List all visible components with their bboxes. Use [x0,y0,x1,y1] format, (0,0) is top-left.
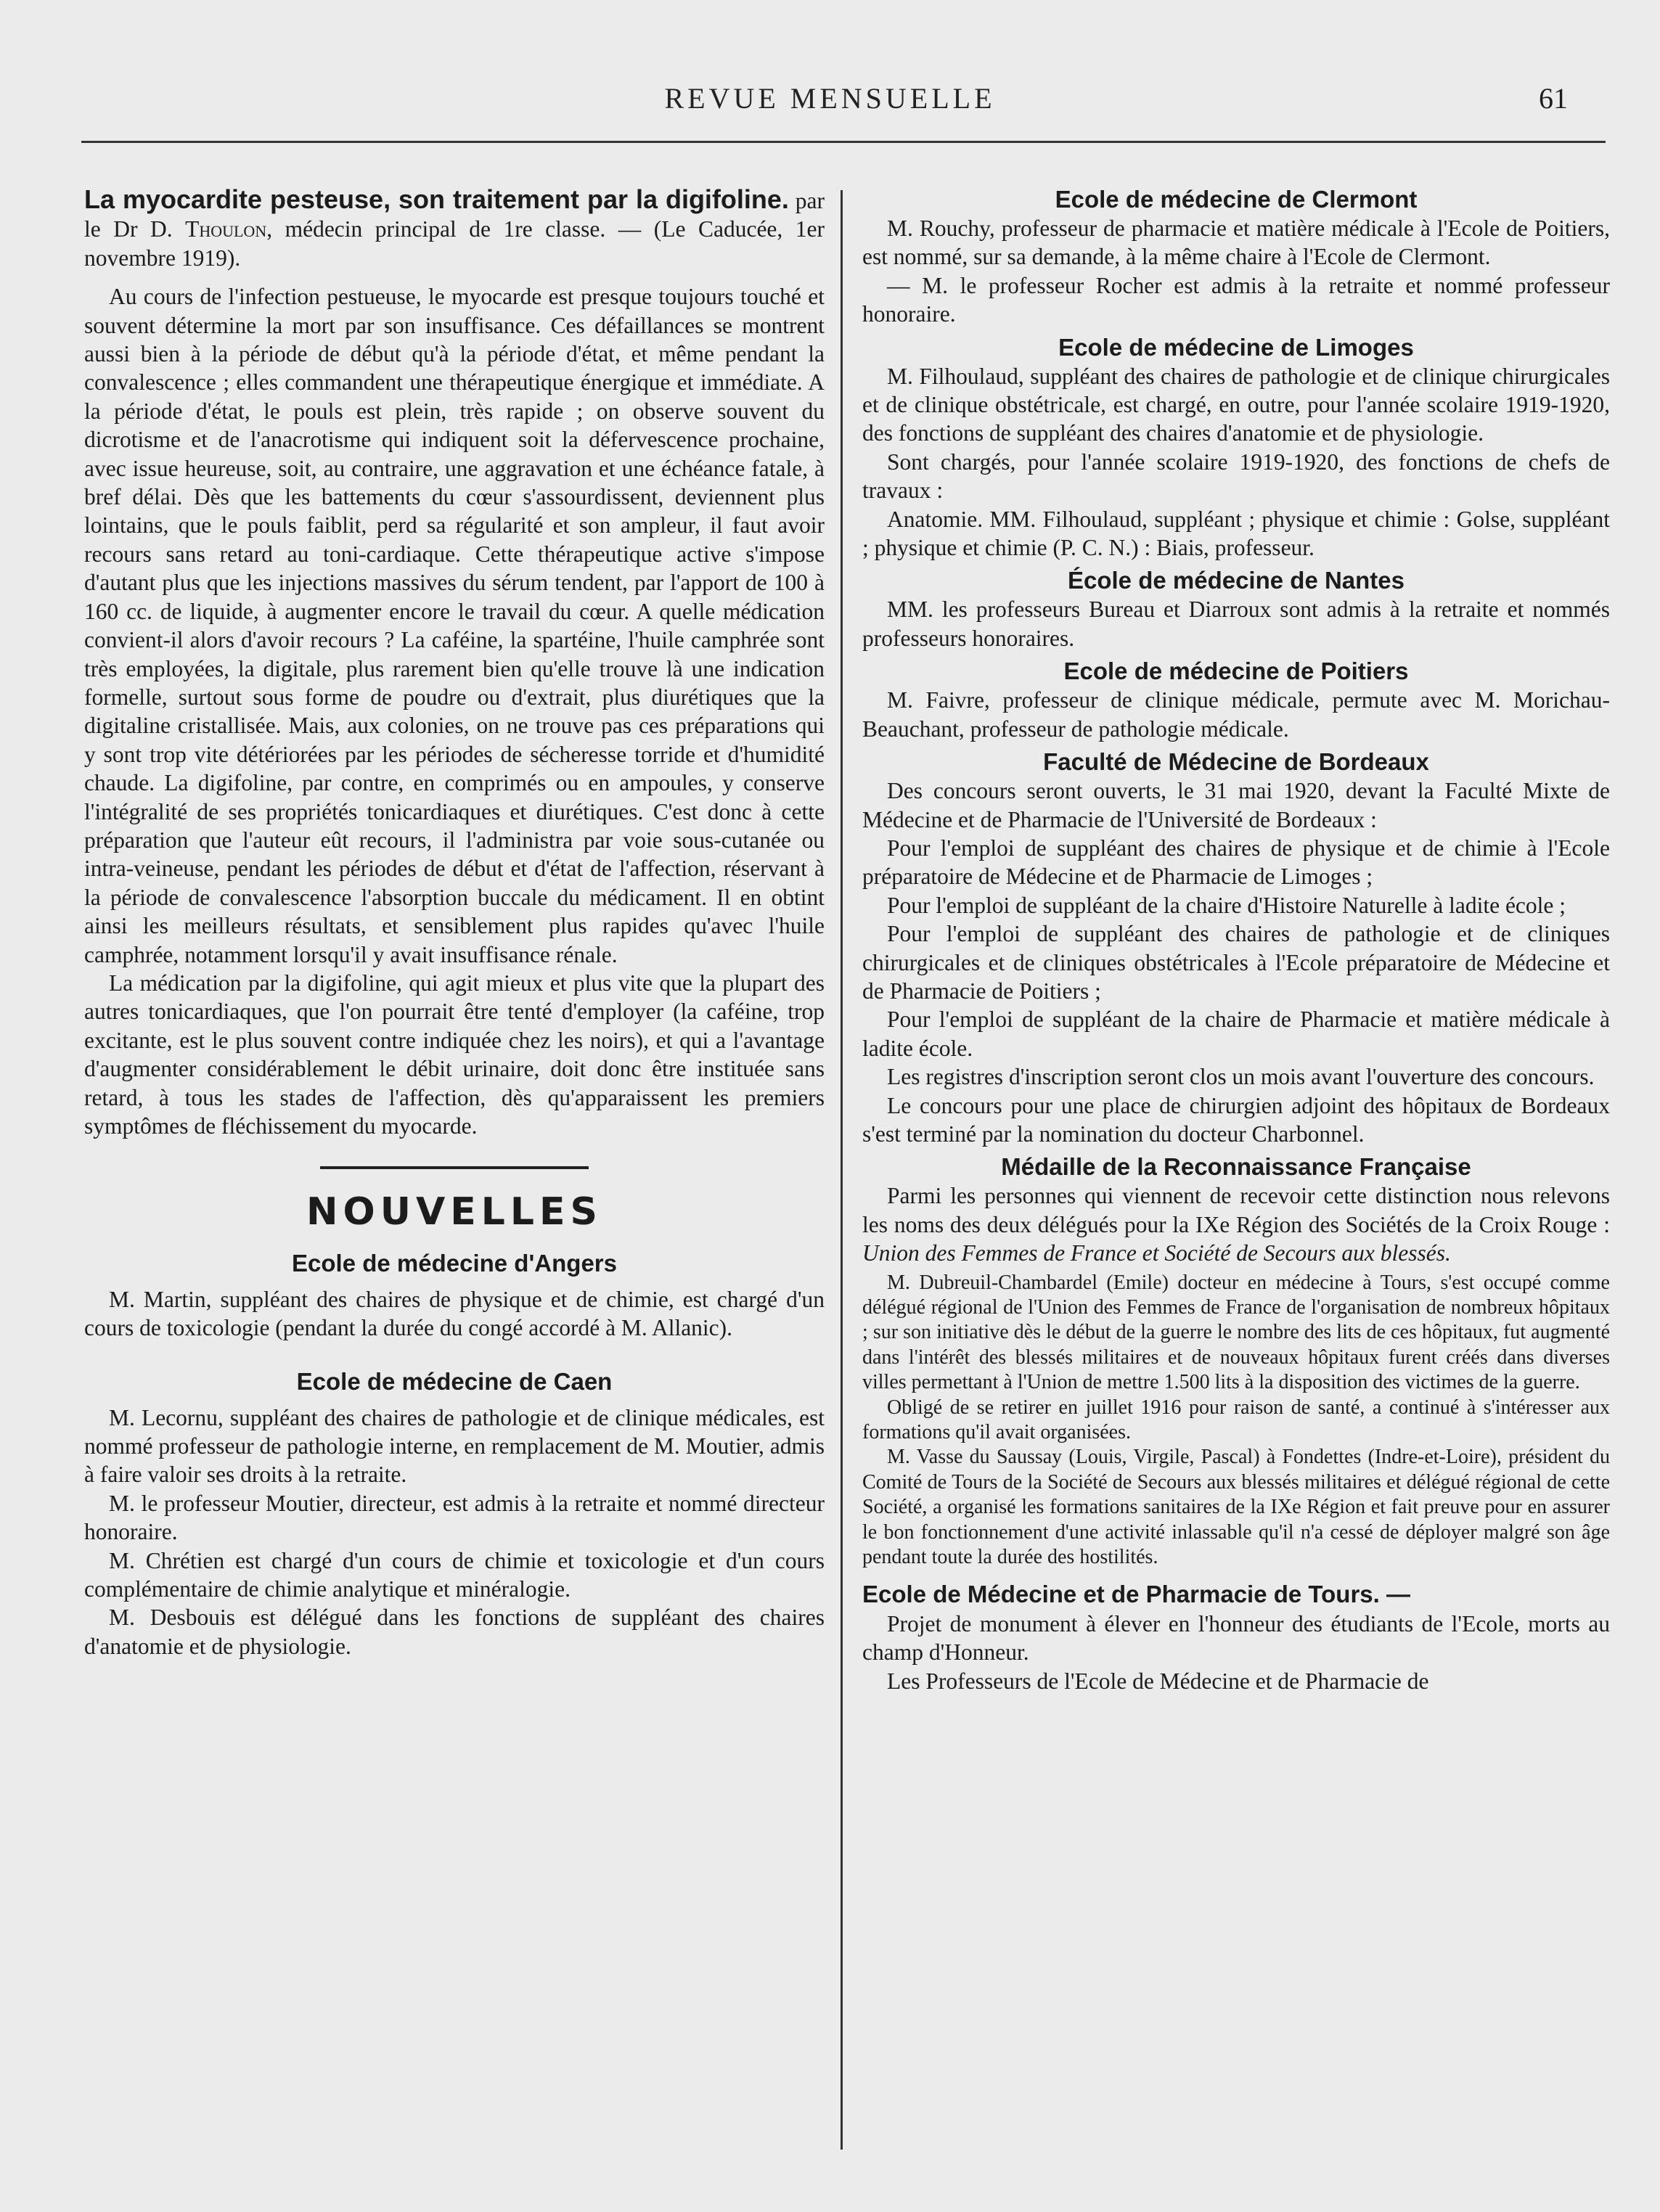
article-citation [84,185,825,272]
news-paragraph: Le concours pour une place de chirurgien adjoint des hôpitaux de Bordeaux s'est terminé par la nomination du docteur Charbonnel. [862,1092,1610,1147]
section-heading: Ecole de médecine d'Angers [292,1249,617,1277]
news-paragraph: — M. le professeur Rocher est admis à la retraite et nommé professeur honoraire. [862,272,1610,327]
news-paragraph-small: M. Vasse du Saussay (Louis, Virgile, Pascal) à Fondettes (Indre-et-Loire), président du Comité de Tours de la Société de Secours aux blessés militaires et délégué régional de cette Société, a organisé les formations sanitaires de la IXe Région et fait preuve pour en assurer le bon fonctionnement d'une activité inlassable qu'il n'a cessé de déployer malgré son âge pendant toute la durée des hostilités. [862,1446,1610,1569]
page-number: 61 [1539,82,1568,115]
news-paragraph: Projet de monument à élever en l'honneur des étudiants de l'Ecole, morts au champ d'Honneur. [862,1610,1610,1666]
news-paragraph: Anatomie. MM. Filhoulaud, suppléant ; physique et chimie : Golse, suppléant ; physique et chimie (P. C. N.) : Biais, professeur. [862,506,1610,561]
section-divider [320,1166,589,1169]
news-paragraph-small: Obligé de se retirer en juillet 1916 pour raison de santé, a continué à s'intéresser aux formations qu'il avait organisées. [862,1396,1610,1444]
section-heading: Ecole de médecine de Caen [296,1367,613,1395]
article-paragraph: La médication par la digifoline, qui agit mieux et plus vite que la plupart des autres tonicardiaques, que l'on pourrait être tenté d'employer (la caféine, trop excitante, est le plus souvent contre indiquée chez les noirs), et qui a l'avantage d'augmenter considérablement le débit urinaire, doit donc être instituée sans retard, à tous les stades de l'affection, dès qu'apparaissent les premiers symptômes de fléchissement du myocarde. [84,970,825,1139]
news-paragraph: M. Faivre, professeur de clinique médicale, permute avec M. Morichau-Beauchant, professeur de pathologie médicale. [862,687,1610,742]
left-column [84,185,825,1660]
news-paragraph: Sont chargés, pour l'année scolaire 1919-1920, des fonctions de chefs de travaux : [862,448,1610,504]
news-paragraph: MM. les professeurs Bureau et Diarroux sont admis à la retraite et nommés professeurs honoraires. [862,597,1610,651]
tours-heading-paragraph [862,1580,1610,1609]
news-paragraph: M. Martin, suppléant des chaires de physique et de chimie, est chargé d'un cours de toxicologie (pendant la durée du congé accordé à M. Allanic). [84,1286,825,1341]
column-rule [841,190,843,2150]
right-column [862,185,1610,1695]
news-paragraph-small: M. Dubreuil-Chambardel (Emile) docteur en médecine à Tours, s'est occupé comme délégué régional de l'Union des Femmes de France de l'organisation de nombreux hôpitaux ; sur son initiative dès le début de la guerre le nombre des lits de ces hôpitaux, fut augmenté dans l'intérêt des blessés militaires et de nouveaux hôpitaux furent créés dans diverses villes permettant à l'Union de mettre 1.500 lits à la disposition des victimes de la guerre. [862,1271,1610,1394]
news-paragraph: M. Chrétien est chargé d'un cours de chimie et toxicologie et d'un cours complémentaire de chimie analytique et minéralogie. [84,1547,825,1602]
section-heading: Ecole de médecine de Poitiers [1063,658,1409,685]
section-heading: Médaille de la Reconnaissance Française [1001,1153,1471,1181]
running-title: REVUE MENSUELLE [664,82,996,115]
section-heading: Faculté de Médecine de Bordeaux [1043,748,1429,776]
news-paragraph: M. le professeur Moutier, directeur, est admis à la retraite et nommé directeur honoraire. [84,1490,825,1545]
news-paragraph: Pour l'emploi de suppléant de la chaire de Pharmacie et matière médicale à ladite école. [862,1007,1610,1061]
header-rule [81,141,1606,143]
article-title: La myocardite pesteuse, son traitement par la digifoline. [84,184,789,214]
medaille-intro: Parmi les personnes qui viennent de recevoir cette distinction nous relevons les noms des deux délégués pour la IXe Région des Sociétés de la Croix Rouge : [862,1183,1610,1237]
news-paragraph: Pour l'emploi de suppléant de la chaire d'Histoire Naturelle à ladite école ; [887,892,1566,918]
section-heading: Ecole de médecine de Clermont [1055,186,1418,213]
news-paragraph: Les registres d'inscription seront clos un mois avant l'ouverture des concours. [887,1064,1595,1090]
section-heading: Ecole de Médecine et de Pharmacie de Tours. — [862,1581,1410,1608]
section-heading: Ecole de médecine de Limoges [1058,333,1414,361]
news-paragraph [862,1181,1610,1267]
byline-pre: par le Dr D. [84,188,825,242]
byline-post: , médecin principal de 1re classe. — (Le Caducée, 1er novembre 1919). [84,216,825,271]
news-paragraph: Pour l'emploi de suppléant des chaires de physique et de chimie à l'Ecole préparatoire de Médecine et de Pharmacie de Limoges ; [862,835,1610,890]
news-paragraph: M. Desbouis est délégué dans les fonctions de suppléant des chaires d'anatomie et de physiologie. [84,1605,825,1659]
news-paragraph: Pour l'emploi de suppléant des chaires de pathologie et de cliniques chirurgicales et de cliniques obstétricales à l'Ecole préparatoire de Médecine et de Pharmacie de Poitiers ; [862,921,1610,1004]
medaille-societies: Union des Femmes de France et Société de Secours aux blessés. [862,1240,1451,1266]
news-paragraph: Des concours seront ouverts, le 31 mai 1920, devant la Faculté Mixte de Médecine et de Pharmacie de l'Université de Bordeaux : [862,778,1610,832]
author-name: Thoulon [185,216,267,242]
nouvelles-heading: NOUVELLES [306,1190,602,1234]
news-paragraph: M. Lecornu, suppléant des chaires de pathologie et de clinique médicales, est nommé professeur de pathologie interne, en remplacement de M. Moutier, admis à faire valoir ses droits à la retraite. [84,1404,825,1488]
news-paragraph: M. Filhoulaud, suppléant des chaires de pathologie et de clinique chirurgicales et de clinique obstétricale, est chargé, en outre, pour l'année scolaire 1919-1920, des fonctions de suppléant des chaires d'anatomie et de physiologie. [862,363,1610,446]
article-paragraph: Au cours de l'infection pestueuse, le myocarde est presque toujours touché et souvent détermine la mort par son insuffisance. Ces défaillances se montrent aussi bien à la période de début qu'à la période d'état, et même pendant la convalescence ; elles commandent une thérapeutique énergique et immédiate. A la période d'état, le pouls est plein, très rapide ; on observe souvent du dicrotisme et de l'anacrotisme qui indiquent soit la défervescence prochaine, avec issue heureuse, soit, au contraire, une aggravation et une échéance fatale, à bref délai. Dès que les battements du cœur s'assourdissent, deviennent plus lointains, que le pouls faiblit, perd sa régularité et son ampleur, il faut avoir recours sans retard au toni-cardiaque. Cette thérapeutique active s'impose d'autant plus que les injections massives du sérum tendent, par l'apport de 100 à 160 cc. de liquide, à augmenter encore le travail du cœur. A quelle médication convient-il alors d'avoir recours ? La caféine, la spartéine, l'huile camphrée sont très employées, la digitale, plus rarement bien qu'elle trouve là une indication formelle, surtout sous forme de poudre ou d'extrait, plus diurétiques que la digitaline cristallisée. Mais, aux colonies, on ne trouve pas ces préparations qui y sont trop vite détériorées par les périodes de sécheresse torride et d'humidité chaude. La digifoline, par contre, en comprimés ou en ampoules, y conserve l'intégralité de ses propriétés tonicardiaques et diurétiques. C'est donc à cette préparation que l'auteur eût recours, il l'administra par voie sous-cutanée ou intra-veineuse, pendant les périodes de début et d'état de l'affection, réservant à la période de convalescence l'absorption buccale du médicament. Il en obtint ainsi les meilleurs résultats, et sensiblement plus rapides qu'avec l'huile camphrée, notamment lorsqu'il y avait insuffisance rénale. [84,284,825,967]
news-paragraph: M. Rouchy, professeur de pharmacie et matière médicale à l'Ecole de Poitiers, est nommé, sur sa demande, à la même chaire à l'Ecole de Clermont. [862,216,1610,270]
section-heading: École de médecine de Nantes [1067,567,1405,594]
news-paragraph: Les Professeurs de l'Ecole de Médecine et de Pharmacie de [887,1668,1429,1694]
